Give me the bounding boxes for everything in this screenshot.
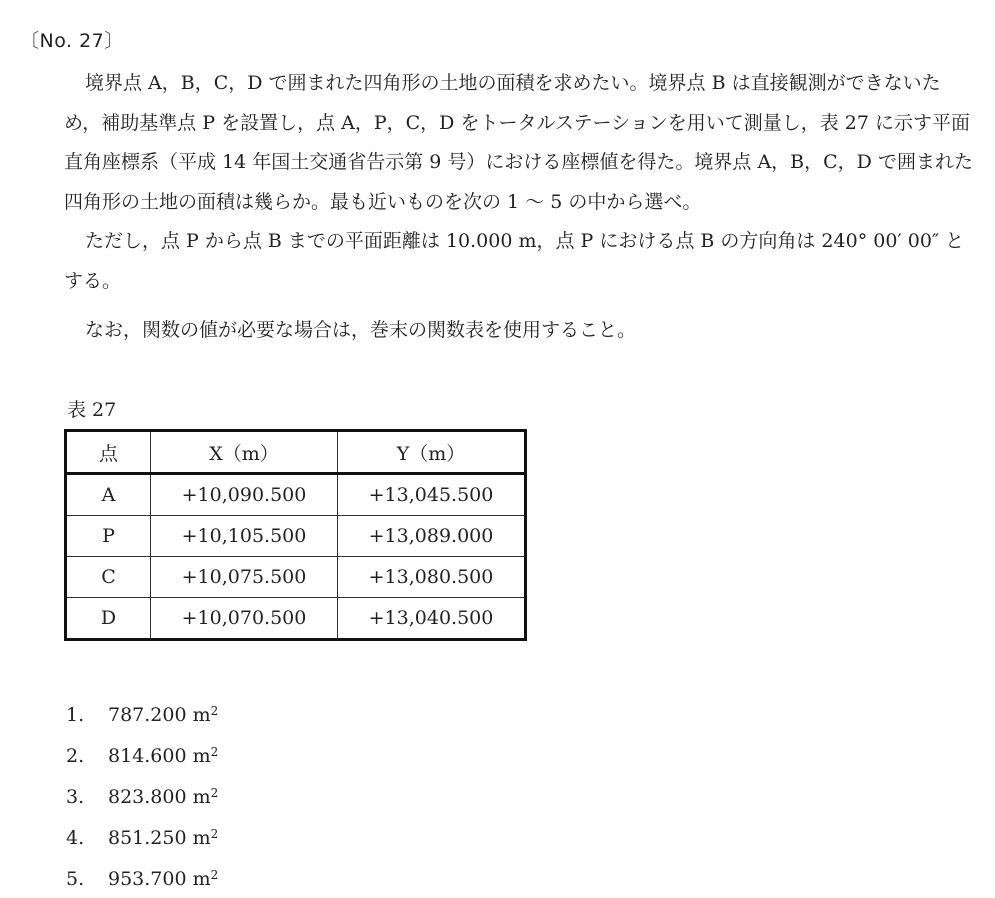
choice-value: 787.200 m <box>108 704 211 726</box>
choice-number: 3. <box>66 786 85 808</box>
choice-number: 5. <box>66 868 85 890</box>
answer-choices <box>66 693 218 898</box>
choice-item <box>66 857 218 898</box>
table-row <box>66 516 526 557</box>
choice-value: 814.600 m <box>108 745 211 767</box>
choice-item <box>66 693 218 734</box>
row-x: +10,075.500 <box>151 557 338 598</box>
row-point: C <box>66 557 151 598</box>
question-number: 〔No. 27〕 <box>20 30 124 52</box>
question-paragraph-1: 境界点 A，B，C，D で囲まれた四角形の土地の面積を求めたい。境界点 B は直接観測ができないため，補助基準点 P を設置し，点 A，P，C，D をトータルステーションを用いて測量し，表 27 に示す平面直角座標系（平成 14 年国土交通省告示第 9 号）における座標値を得た。境界点 A，B，C，D で囲まれた四角形の土地の面積は幾らか。最も近いものを次の 1 〜 5 の中から選べ。 <box>64 72 973 213</box>
header-point: 点 <box>66 431 151 474</box>
choice-number: 1. <box>66 704 85 726</box>
header-x: X（m） <box>151 431 338 474</box>
choice-item <box>66 734 218 775</box>
choice-number: 2. <box>66 745 85 767</box>
choice-exponent: 2 <box>210 745 219 759</box>
row-x: +10,070.500 <box>151 598 338 640</box>
question-paragraph-3: なお，関数の値が必要な場合は，巻末の関数表を使用すること。 <box>85 319 637 341</box>
row-point: P <box>66 516 151 557</box>
choice-number: 4. <box>66 827 85 849</box>
table-header-row <box>66 431 526 474</box>
row-x: +10,090.500 <box>151 474 338 516</box>
row-y: +13,040.500 <box>338 598 526 640</box>
choice-exponent: 2 <box>210 786 219 800</box>
choice-value: 823.800 m <box>108 786 211 808</box>
header-y: Y（m） <box>338 431 526 474</box>
row-y: +13,089.000 <box>338 516 526 557</box>
row-point: D <box>66 598 151 640</box>
question-paragraph-2: ただし，点 P から点 B までの平面距離は 10.000 m，点 P における点 B の方向角は 240° 00′ 00″ とする。 <box>64 230 965 292</box>
row-x: +10,105.500 <box>151 516 338 557</box>
row-y: +13,045.500 <box>338 474 526 516</box>
table-caption: 表 27 <box>67 399 117 421</box>
table-row <box>66 598 526 640</box>
choice-exponent: 2 <box>210 827 219 841</box>
table-row <box>66 474 526 516</box>
choice-value: 953.700 m <box>108 868 211 890</box>
table-row <box>66 557 526 598</box>
choice-value: 851.250 m <box>108 827 211 849</box>
coordinate-table <box>64 429 527 641</box>
row-point: A <box>66 474 151 516</box>
choice-item <box>66 775 218 816</box>
row-y: +13,080.500 <box>338 557 526 598</box>
choice-item <box>66 816 218 857</box>
choice-exponent: 2 <box>210 868 219 882</box>
choice-exponent: 2 <box>210 704 219 718</box>
